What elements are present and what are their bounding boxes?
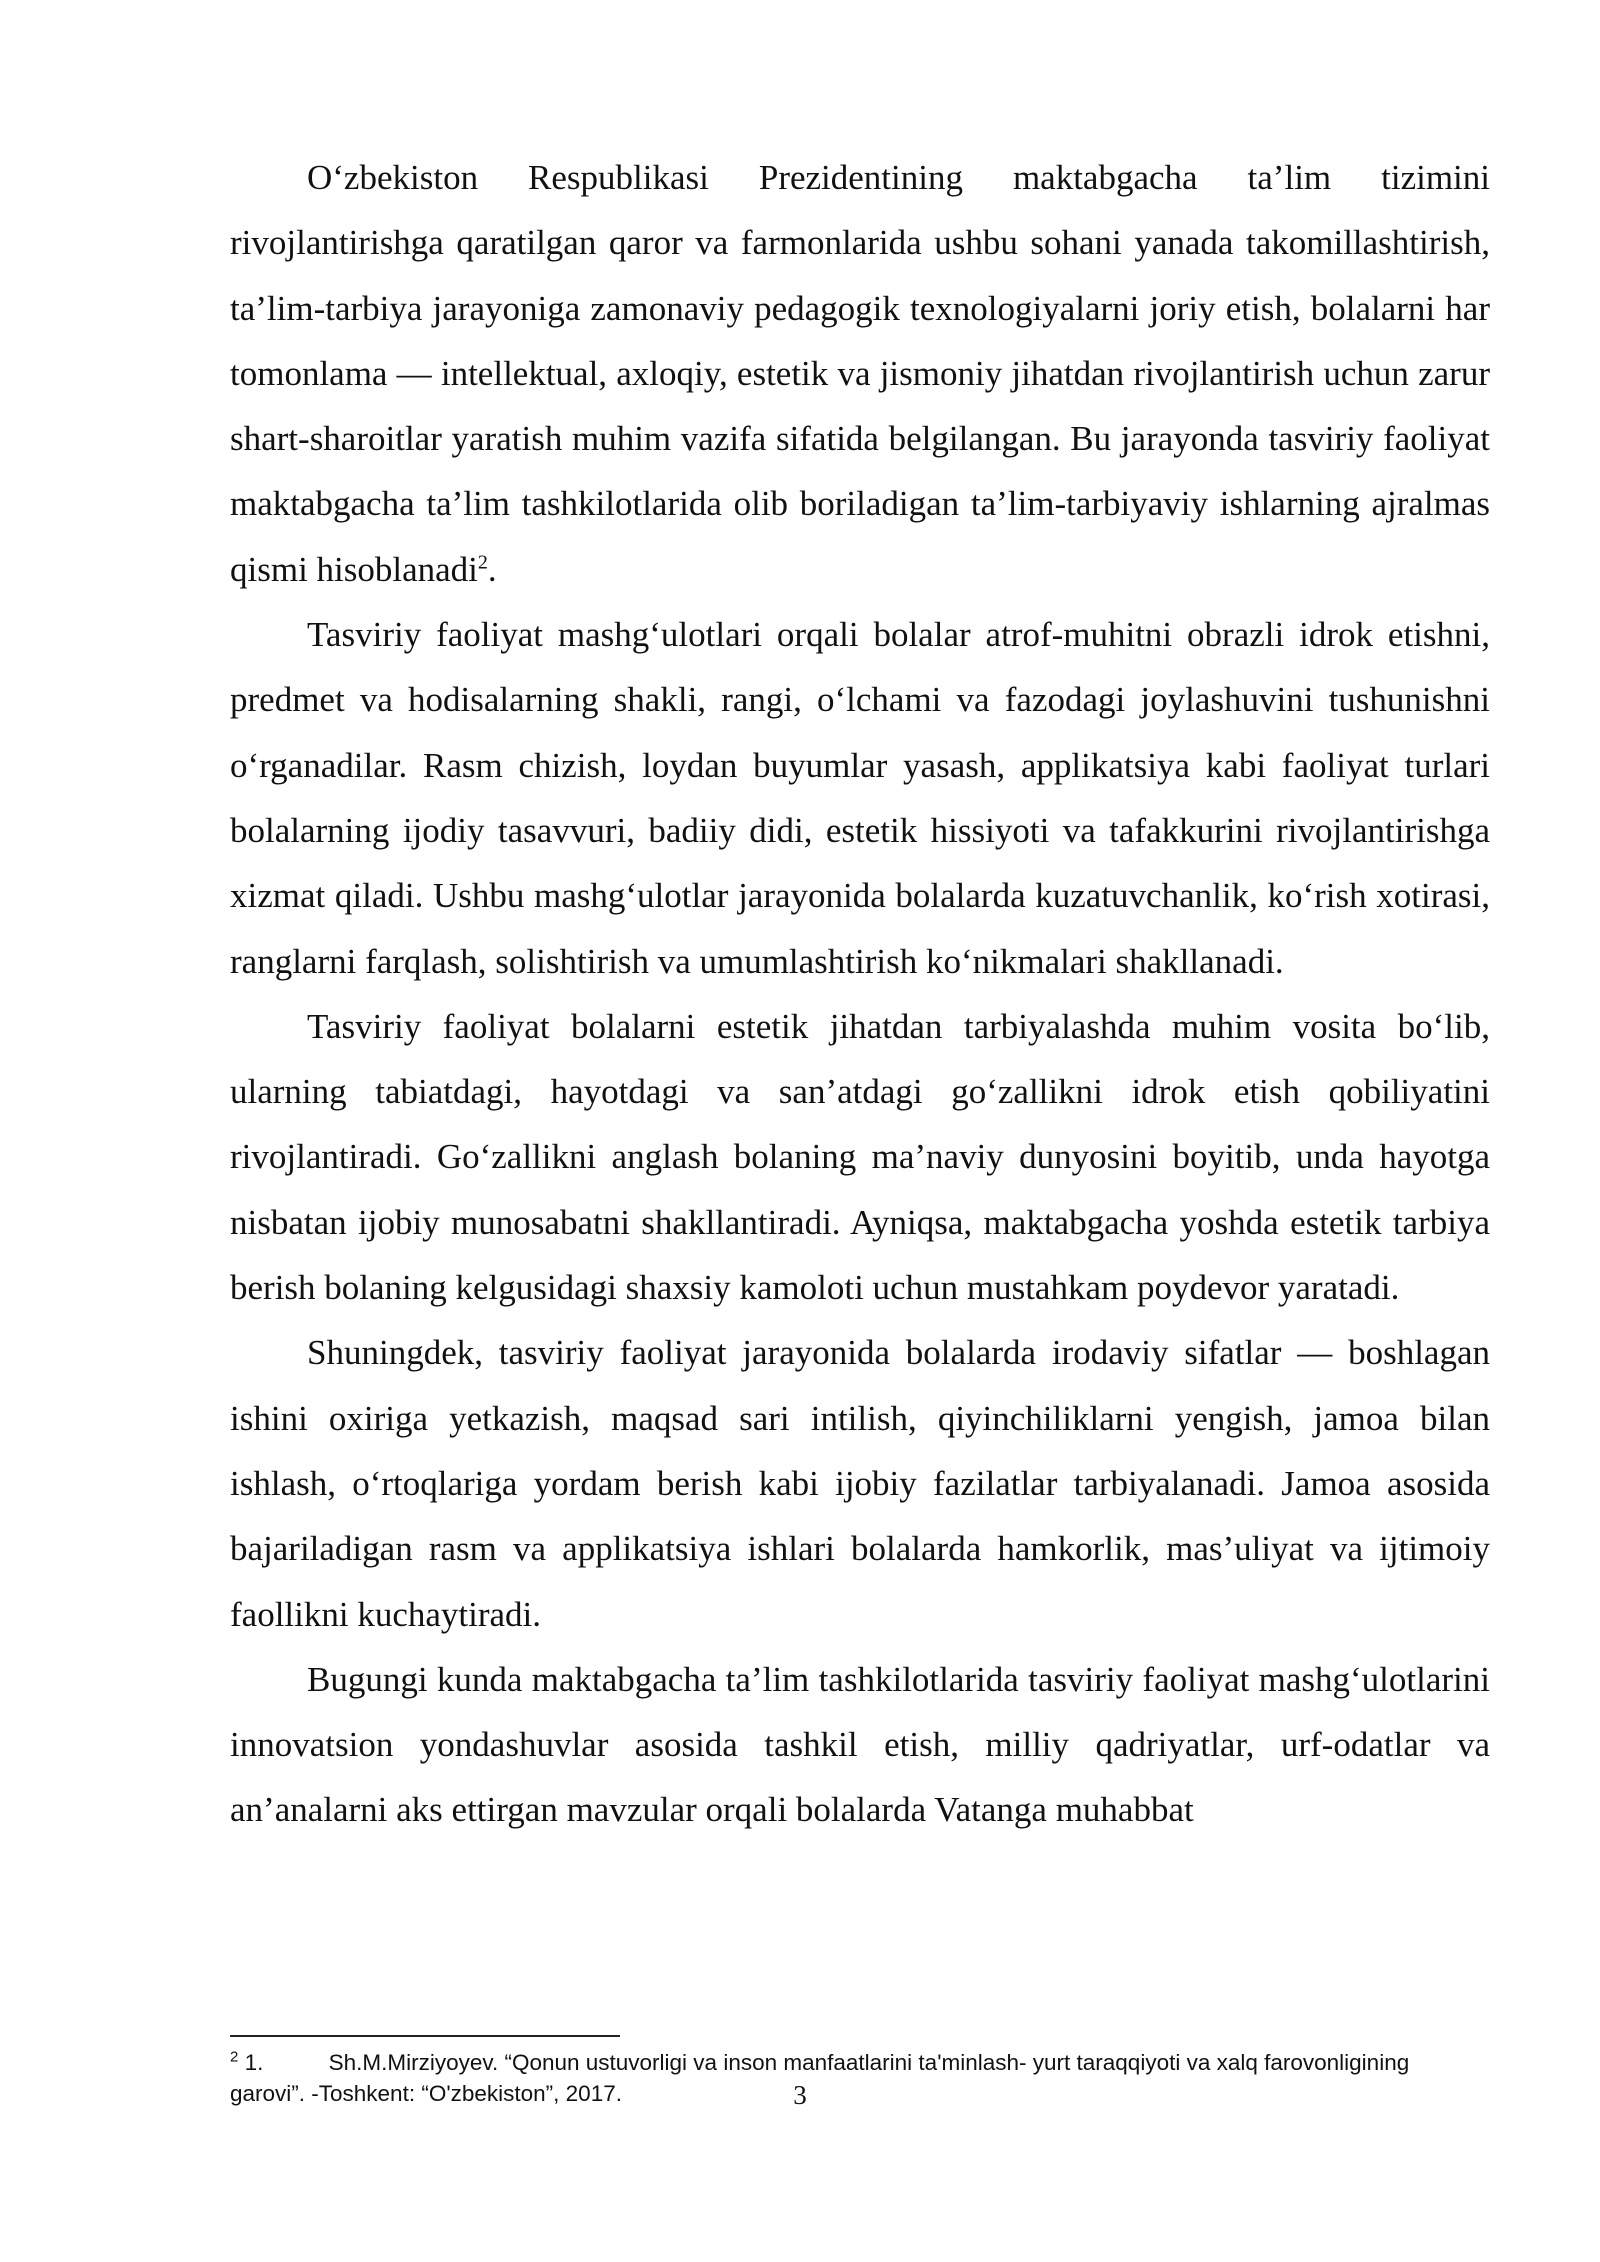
paragraph-1-tail: .: [487, 549, 497, 589]
page-number: 3: [793, 2080, 807, 2110]
paragraph-5: Bugungi kunda maktabgacha ta’lim tashkilotlarida tasviriy faoliyat mashg‘ulotlarini innovatsion yondashuvlar asosida tashkil etish, milliy qadriyatlar, urf-odatlar va an’analarni aks ettirgan mavzular orqali bolalarda Vatanga muhabbat: [230, 1659, 1490, 1830]
paragraph-3: Tasviriy faoliyat bolalarni estetik jihatdan tarbiyalashda muhim vosita bo‘lib, ularning tabiatdagi, hayotdagi va san’atdagi go‘zallikni idrok etish qobiliyatini rivojlantiradi. Go‘zallikni anglash bolaning ma’naviy dunyosini boyitib, unda hayotga nisbatan ijobiy munosabatni shakllantiradi. Ayniqsa, maktabgacha yoshda estetik tarbiya berish bolaning kelgusidagi shaxsiy kamoloti uchun mustahkam poydevor yaratadi.: [230, 1006, 1490, 1308]
body-text: [230, 145, 1490, 1843]
footnote-text: Sh.M.Mirziyoyev. “Qonun ustuvorligi va inson manfaatlarini ta'minlash- yurt taraqqiyoti va xalq farovonligining garovi”. -Toshkent: “O'zbekiston”, 2017.: [230, 2050, 1410, 2106]
footnote-number: 1.: [244, 2050, 264, 2075]
paragraph-2: Tasviriy faoliyat mashg‘ulotlari orqali bolalar atrof-muhitni obrazli idrok etishni, predmet va hodisalarning shakli, rangi, o‘lchami va fazodagi joylashuvini tushunishni o‘rganadilar. Rasm chizish, loydan buyumlar yasash, applikatsiya kabi faoliyat turlari bolalarning ijodiy tasavvuri, badiiy didi, estetik hissiyoti va tafakkurini rivojlantirishga xizmat qiladi. Ushbu mashg‘ulotlar jarayonida bolalarda kuzatuvchanlik, ko‘rish xotirasi, ranglarni farqlash, solishtirish va umumlashtirish ko‘nikmalari shakllanadi.: [230, 615, 1490, 981]
footnote-marker: 2: [230, 2048, 239, 2066]
paragraph-1-text: O‘zbekiston Respublikasi Prezidentining maktabgacha ta’lim tizimini rivojlantirishga qaratilgan qaror va farmonlarida ushbu sohani yanada takomillashtirish, ta’lim-tarbiya jarayoniga zamonaviy pedagogik texnologiyalarni joriy etish, bolalarni har tomonlama — intellektual, axloqiy, estetik va jismoniy jihatdan rivojlantirish uchun zarur shart-sharoitlar yaratish muhim vazifa sifatida belgilangan. Bu jarayonda tasviriy faoliyat maktabgacha ta’lim tashkilotlarida olib boriladigan ta’lim-tarbiyaviy ishlarning ajralmas qismi hisoblanadi: [230, 158, 1490, 589]
paragraph-4: Shuningdek, tasviriy faoliyat jarayonida bolalarda irodaviy sifatlar — boshlagan ishini oxiriga yetkazish, maqsad sari intilish, qiyinchiliklarni yengish, jamoa bilan ishlash, o‘rtoqlariga yordam berish kabi ijobiy fazilatlar tarbiyalanadi. Jamoa asosida bajariladigan rasm va applikatsiya ishlari bolalarda hamkorlik, mas’uliyat va ijtimoiy faollikni kuchaytiradi.: [230, 1333, 1490, 1634]
footnote-separator: [230, 2035, 620, 2037]
footnote-reference[interactable]: 2: [477, 551, 488, 574]
paragraph-1: [230, 145, 1490, 602]
